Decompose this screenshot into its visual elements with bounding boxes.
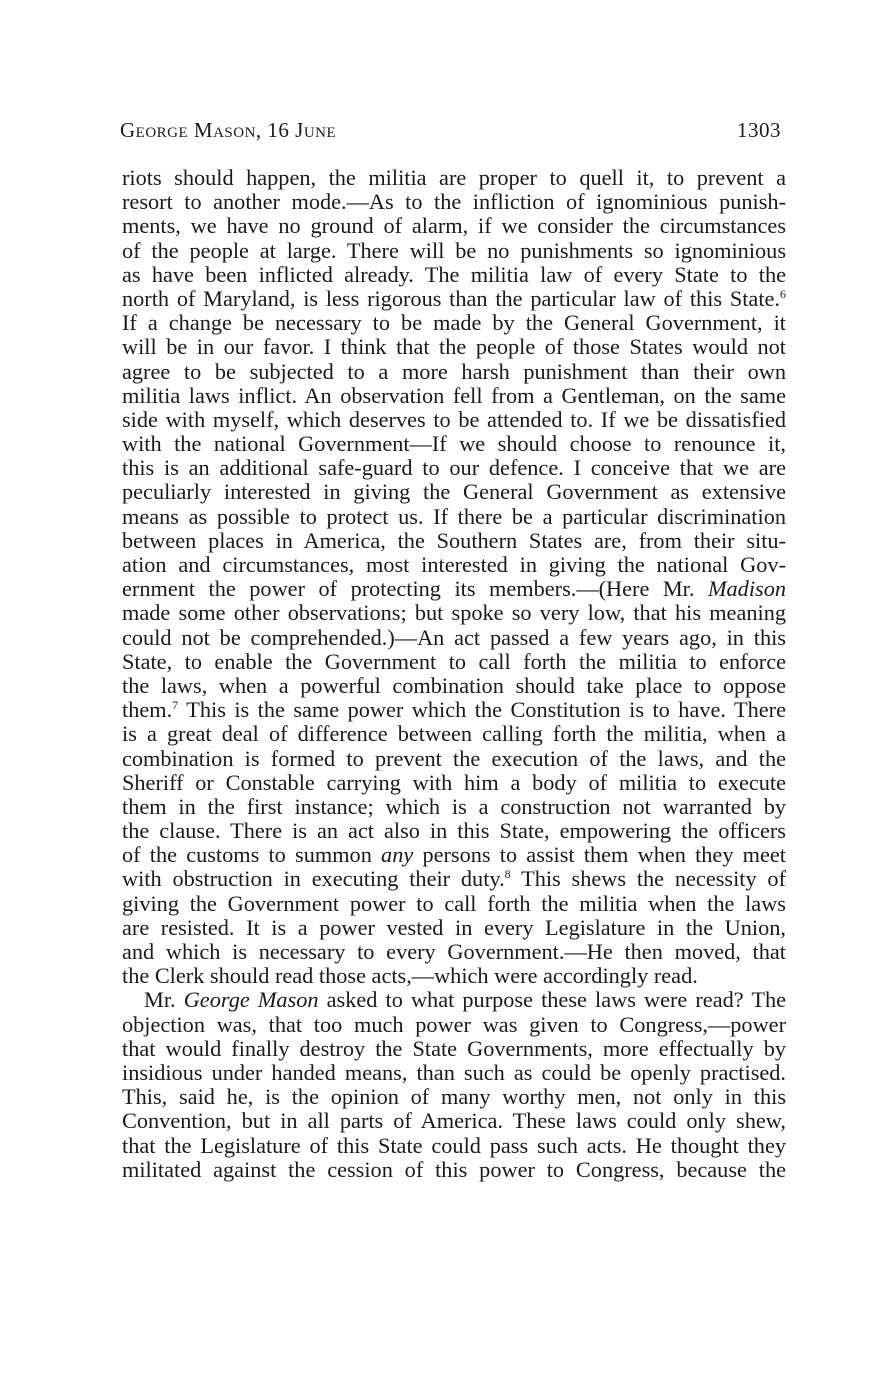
- text-segment: persons to assist them when they meet: [413, 842, 787, 868]
- text-line: as have been inflicted already. The militia law of every State to the: [122, 261, 786, 287]
- italic-name-madison: Madison: [707, 576, 786, 602]
- text-line: the Clerk should read those acts,—which were accordingly read.: [122, 963, 698, 989]
- text-line: militated against the cession of this power to Congress, because the: [122, 1156, 786, 1182]
- italic-word-any: any: [381, 842, 414, 868]
- running-head-title: George Mason, 16 June: [120, 118, 337, 142]
- italic-name-george-mason: George Mason: [183, 987, 319, 1013]
- text-line: [122, 287, 786, 311]
- text-line: are resisted. It is a power vested in every Legislature in the Union,: [122, 914, 786, 940]
- text-line: [122, 698, 786, 722]
- running-head: [120, 118, 781, 148]
- text-line: agree to be subjected to a more harsh punishment than their own: [122, 358, 786, 384]
- text-line: [122, 867, 786, 891]
- text-line: them in the first instance; which is a construction not warranted by: [122, 793, 786, 819]
- text-line: riots should happen, the militia are proper to quell it, to prevent a: [122, 165, 786, 190]
- text-line: between places in America, the Southern States are, from their situ-: [122, 527, 786, 553]
- paragraph-1: [122, 166, 786, 988]
- text-segment: This shews the necessity of: [510, 866, 787, 892]
- text-line: objection was, that too much power was given to Congress,—power: [122, 1011, 786, 1037]
- text-segment: This is the same power which the Constitution is to have. There: [178, 697, 786, 723]
- text-line: militia laws inflict. An observation fell from a Gentleman, on the same: [122, 382, 786, 408]
- text-line: the laws, when a powerful combination should take place to oppose: [122, 672, 786, 698]
- text-line: that the Legislature of this State could pass such acts. He thought they: [122, 1132, 786, 1158]
- text-line: could not be comprehended.)—An act passed a few years ago, in this: [122, 624, 786, 650]
- text-line: that would finally destroy the State Governments, more effectually by: [122, 1035, 786, 1061]
- text-line: made some other observations; but spoke so very low, that his meaning: [122, 600, 786, 626]
- text-line: peculiarly interested in giving the General Government as extensive: [122, 479, 786, 505]
- text-line: Sheriff or Constable carrying with him a body of militia to execute: [122, 769, 786, 795]
- text-segment: of the customs to summon: [122, 842, 382, 868]
- text-segment: with obstruction in executing their duty.: [122, 866, 505, 892]
- text-line: ation and circumstances, most interested in giving the national Gov-: [122, 552, 786, 577]
- text-line: [122, 988, 786, 1012]
- text-line: State, to enable the Government to call forth the militia to enforce: [122, 648, 786, 674]
- paragraph-2: [122, 988, 786, 1182]
- text-line: This, said he, is the opinion of many worthy men, not only in this: [122, 1084, 786, 1110]
- text-segment: asked to what purpose these laws were read? The: [318, 987, 787, 1013]
- text-segment: ernment the power of protecting its members.—(Here Mr.: [122, 576, 708, 602]
- text-segment: Mr.: [144, 987, 184, 1013]
- footnote-marker-6: 6: [780, 286, 786, 301]
- footnote-marker-7: 7: [172, 698, 179, 713]
- text-line: this is an additional safe-guard to our defence. I conceive that we are: [122, 455, 786, 481]
- text-line: with the national Government—If we should choose to renounce it,: [122, 431, 786, 457]
- footnote-marker-8: 8: [504, 867, 511, 882]
- text-segment: them.: [122, 697, 173, 723]
- page-number: 1303: [737, 118, 781, 142]
- text-line: combination is formed to prevent the execution of the laws, and the: [122, 745, 786, 771]
- text-segment: north of Maryland, is less rigorous than the particular law of this State.: [122, 285, 780, 311]
- text-line: the clause. There is an act also in this State, empowering the officers: [122, 818, 786, 844]
- text-line: and which is necessary to every Government.—He then moved, that: [122, 939, 786, 964]
- text-line: Convention, but in all parts of America. These laws could only shew,: [122, 1108, 786, 1134]
- text-line: [122, 577, 786, 601]
- text-line: If a change be necessary to be made by the General Government, it: [122, 310, 786, 336]
- text-line: means as possible to protect us. If there be a particular discrimination: [122, 503, 786, 529]
- text-line: ments, we have no ground of alarm, if we consider the circumstances: [122, 213, 786, 239]
- text-line: [122, 843, 786, 867]
- text-line: giving the Government power to call forth the militia when the laws: [122, 890, 786, 916]
- text-line: insidious under handed means, than such as could be openly practised.: [122, 1059, 786, 1085]
- body-text: [122, 166, 786, 1182]
- text-line: will be in our favor. I think that the people of those States would not: [122, 334, 786, 360]
- text-line: of the people at large. There will be no punishments so ignominious: [122, 237, 786, 263]
- text-line: resort to another mode.—As to the infliction of ignominious punish-: [122, 189, 786, 215]
- text-line: is a great deal of difference between calling forth the militia, when a: [122, 721, 786, 747]
- text-line: side with myself, which deserves to be attended to. If we be dissatisfied: [122, 406, 786, 432]
